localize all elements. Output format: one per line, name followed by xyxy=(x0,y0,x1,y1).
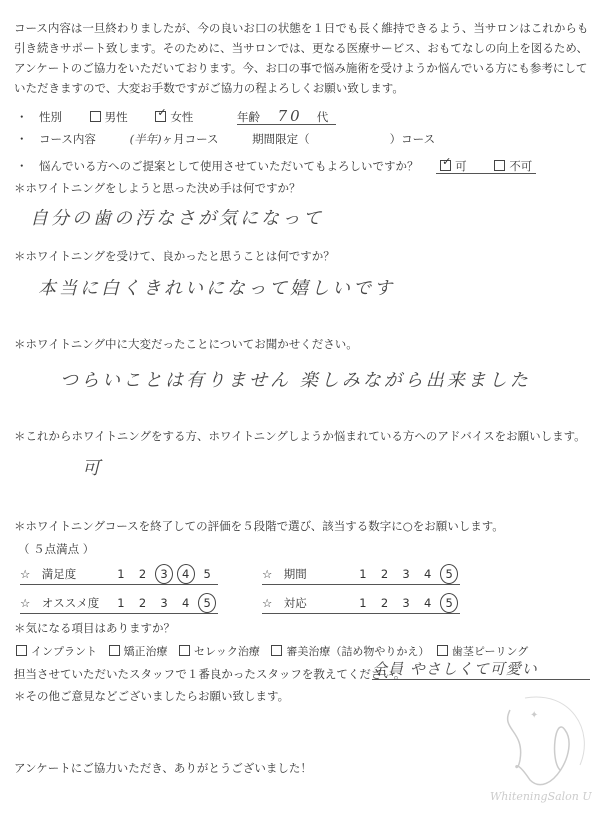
rating-period xyxy=(262,564,460,585)
checkbox-consent-no[interactable]: 不可 xyxy=(494,159,532,173)
staff-answer: 全員 やさしくて可愛い xyxy=(372,658,590,680)
rating-option-4[interactable]: 4 xyxy=(175,564,197,584)
rating-option-1[interactable]: 1 xyxy=(117,567,125,581)
rating-recommend xyxy=(20,593,218,614)
rating-option-1[interactable]: 1 xyxy=(359,596,367,610)
q2-question: ＊ホワイトニングを受けて、良かったと思うことは何ですか？ xyxy=(14,249,335,263)
age-field[interactable]: 年齢 70 代 xyxy=(237,110,336,125)
q1-question: ＊ホワイトニングをしようと思った決め手は何ですか？ xyxy=(14,181,301,195)
gender-row: ・ 性別 男性 ✓ 女性 年齢 70 代 xyxy=(16,107,336,125)
checkbox-male[interactable]: 男性 xyxy=(90,110,128,124)
checkbox-gum-peeling[interactable]: 歯茎ピーリング xyxy=(437,645,528,658)
salon-logo xyxy=(470,690,600,820)
rating-option-2[interactable]: 2 xyxy=(380,596,389,610)
rating-option-1[interactable]: 1 xyxy=(359,567,367,581)
rating-label: ☆ 満足度 xyxy=(20,567,77,581)
rating-option-3[interactable]: 3 xyxy=(402,596,410,610)
rating-option-3[interactable]: 3 xyxy=(153,564,175,584)
svg-text:WhiteningSalon U: WhiteningSalon U xyxy=(490,790,592,803)
q3-question: ＊ホワイトニング中に大変だったことについてお聞かせください。 xyxy=(14,337,358,351)
checkbox-cerec[interactable]: セレック治療 xyxy=(179,645,260,658)
rating-option-4[interactable]: 4 xyxy=(181,596,190,610)
checkbox-implant[interactable]: インプラント xyxy=(16,645,97,658)
intro-text: コース内容は一旦終わりましたが、今の良いお口の状態を１日でも長く維持できるよう、当サロンはこれからも引き続きサポート致します。そのために、当サロンでは、更なる医療サービス、おもてなしの向上を図るため、アンケートのご協力をいただいております。今、お口の事で悩み施術を受けようか悩んでいる方にも参考にしていただきますので、大変お手数ですがご協力の程よろしくお願い致します。 xyxy=(14,21,589,95)
checkbox-orthodontics[interactable]: 矯正治療 xyxy=(109,645,168,658)
rating-option-1[interactable]: 1 xyxy=(117,596,125,610)
rating-option-2[interactable]: 2 xyxy=(138,596,147,610)
rating-option-4[interactable]: 4 xyxy=(423,596,432,610)
other-question: ＊その他ご意見などございましたらお願い致します。 xyxy=(14,689,290,703)
age-value: 70 xyxy=(277,107,303,125)
consent-row: ・ 悩んでいる方へのご提案として使用させていただいてもよろしいですか？ ✓ 可 不可 xyxy=(16,158,536,174)
rating-service xyxy=(262,593,460,614)
q6-options xyxy=(16,643,528,659)
rating-option-4[interactable]: 4 xyxy=(423,567,432,581)
svg-text:✦: ✦ xyxy=(530,710,539,721)
q2-answer: 本当に白くきれいになって嬉しいです xyxy=(38,278,395,299)
q1-answer: 自分の歯の汚なさが気になって xyxy=(30,208,324,229)
gender-label: 性別 xyxy=(39,110,62,124)
checkbox-consent-yes[interactable]: ✓ 可 xyxy=(440,159,467,173)
thanks-text: アンケートにご協力いただき、ありがとうございました！ xyxy=(14,761,312,775)
rating-option-2[interactable]: 2 xyxy=(138,567,147,581)
q3-answer: つらいことは有りません 楽しみながら出来ました xyxy=(60,370,531,391)
q6-question: ＊気になる項目はありますか？ xyxy=(14,621,175,635)
logo-mark-icon xyxy=(470,690,600,820)
rating-option-3[interactable]: 3 xyxy=(402,567,410,581)
rating-option-5[interactable]: 5 xyxy=(196,593,218,613)
staff-question: 担当させていただいたスタッフで１番良かったスタッフを教えてください。 xyxy=(14,667,406,681)
course-row: ・ コース内容 (半年)ヶ月コース 期間限定（ ）コース xyxy=(16,132,436,146)
rating-label: ☆ 期間 xyxy=(262,567,307,581)
q4-question: ＊これからホワイトニングをする方、ホワイトニングしようか悩まれている方へのアドバイスをお願いします。 xyxy=(14,429,586,443)
rating-label: ☆ 対応 xyxy=(262,596,307,610)
rating-option-5[interactable]: 5 xyxy=(438,564,460,584)
rating-option-5[interactable]: 5 xyxy=(438,593,460,613)
checkbox-female[interactable]: ✓ 女性 xyxy=(155,110,193,124)
rating-label: ☆ オススメ度 xyxy=(20,596,100,610)
rating-option-3[interactable]: 3 xyxy=(160,596,168,610)
rating-satisfaction xyxy=(20,564,218,585)
rating-option-2[interactable]: 2 xyxy=(380,567,389,581)
q5-note: （ ５点満点 ） xyxy=(18,542,95,556)
checkbox-aesthetic[interactable]: 審美治療（詰め物やりかえ） xyxy=(271,645,429,658)
q4-answer: 可 xyxy=(82,458,103,479)
rating-option-5[interactable]: 5 xyxy=(203,567,211,581)
q5-question: ＊ホワイトニングコースを終了しての評価を５段階で選び、該当する数字に○をお願いします。 xyxy=(14,519,504,533)
course-months-value: (半年) xyxy=(129,132,162,146)
